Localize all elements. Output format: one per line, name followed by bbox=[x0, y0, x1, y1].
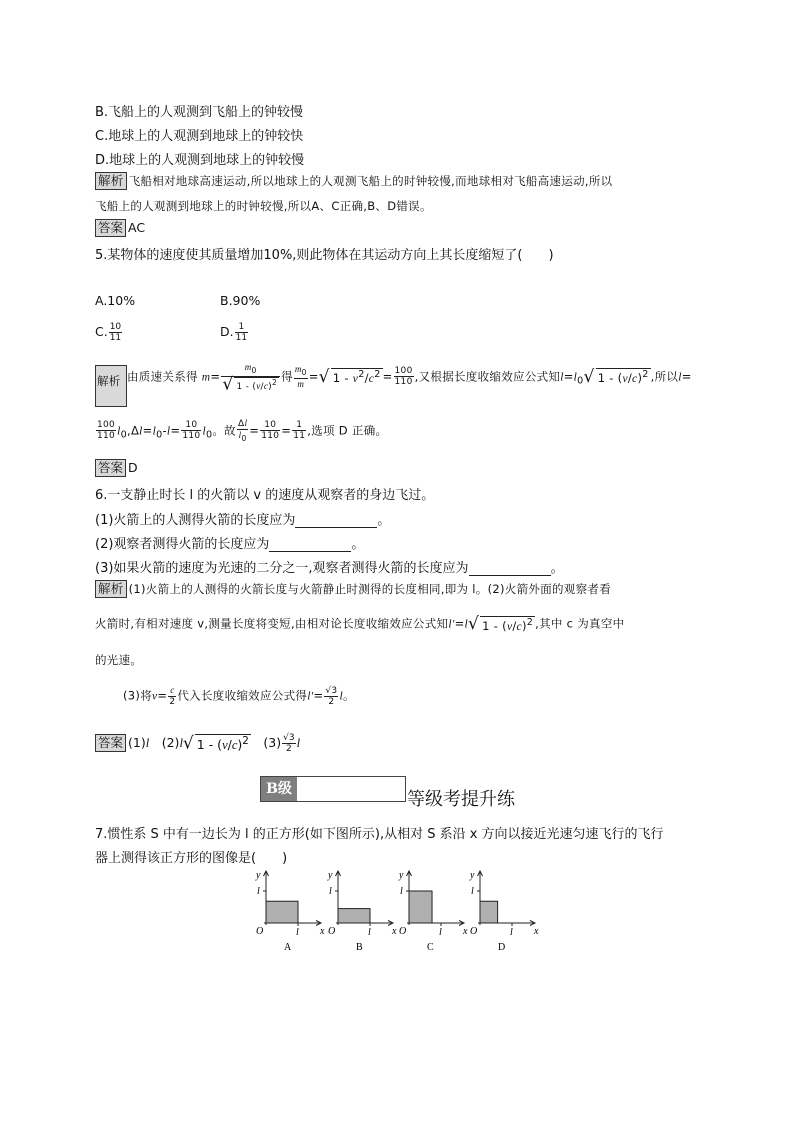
q7-stem-line2: 器上测得该正方形的图像是( ) bbox=[95, 851, 288, 866]
q6-answer: 答案 (1)l (2)l√ $1 - (v/c)^2$ (3) $\frac{√3}{2}$ l bbox=[95, 733, 300, 754]
graph-svg bbox=[468, 868, 540, 954]
q7-stem-line1: 7.惯性系 S 中有一边长为 l 的正方形(如下图所示),从相对 S 系沿 x 方向以接近光速匀速飞行的飞行 bbox=[95, 827, 664, 842]
x-axis-label: x bbox=[320, 926, 325, 937]
origin-label: O bbox=[256, 926, 264, 937]
shape-rect bbox=[266, 901, 298, 923]
q5-solution-tag: 解析 bbox=[97, 374, 121, 388]
solution-text: 飞船相对地球高速运动,所以地球上的人观测飞船上的时钟较慢,而地球相对飞船高速运动,所以 bbox=[128, 174, 613, 188]
q4-solution-line2: 飞船上的人观测到地球上的时钟较慢,所以A、C正确,B、D错误。 bbox=[95, 199, 432, 213]
graph-label: B bbox=[356, 942, 363, 953]
q6-part3: (3)如果火箭的速度为光速的二分之一,观察者测得火箭的长度应为 。 bbox=[95, 561, 564, 576]
x-axis-label: x bbox=[392, 926, 397, 937]
shape-rect bbox=[480, 901, 498, 923]
x-axis-label: x bbox=[534, 926, 539, 937]
origin-label: O bbox=[470, 926, 478, 937]
q6-solution-line1: 解析 (1)火箭上的人测得的火箭长度与火箭静止时测得的长度相同,即为 l。(2)火箭外面的观察者看 bbox=[95, 580, 611, 598]
shape-rect bbox=[338, 909, 370, 923]
graph-d bbox=[468, 868, 540, 957]
section-badge: B级 bbox=[261, 777, 297, 801]
graph-svg bbox=[397, 868, 469, 954]
y-axis-label: y bbox=[399, 870, 404, 881]
origin-label: O bbox=[399, 926, 407, 937]
q5-option-a: A.10% bbox=[95, 293, 136, 308]
option-d: D.地球上的人观测到地球上的钟较慢 bbox=[95, 153, 305, 168]
q6-part2: (2)观察者测得火箭的长度应为 。 bbox=[95, 537, 365, 552]
q6-solution-line2: 火箭时,有相对速度 v,测量长度将变短,由相对论长度收缩效应公式知l'=l√ $1 - (v/c)^2$ ,其中 c 为真空中 bbox=[95, 614, 625, 634]
graph-label: C bbox=[427, 942, 434, 953]
q5-answer: 答案 D bbox=[95, 459, 138, 477]
q6-solution-line4: (3)将v= $\frac{c}{2}$ 代入长度收缩效应公式得l'= $\frac{√3}{2}$ l。 bbox=[123, 685, 355, 707]
section-title: 等级考提升练 bbox=[407, 789, 515, 810]
q6-stem: 6.一支静止时长 l 的火箭以 v 的速度从观察者的身边飞过。 bbox=[95, 488, 435, 503]
x-tick-label: l bbox=[439, 927, 442, 938]
option-c: C.地球上的人观测到地球上的钟较快 bbox=[95, 129, 304, 144]
y-axis-label: y bbox=[470, 870, 475, 881]
q5-solution-line2: $\frac{100}{110}$ $l_0,\Delta l=l_0-l=$ $\frac{10}{110}$ $l_0$。故 $\frac{\Delta l}{l_0}$ = $\frac{10}{110}$ = $\frac{1}{11}$ ,选项 D 正确。 bbox=[97, 418, 388, 443]
x-tick-label: l bbox=[296, 927, 299, 938]
origin-label: O bbox=[328, 926, 336, 937]
solution-tag: 解析 bbox=[95, 172, 127, 190]
graph-svg bbox=[254, 868, 326, 954]
q6-solution-line3: 的光速。 bbox=[95, 653, 143, 667]
option-b: B.飞船上的人观测到飞船上的钟较慢 bbox=[95, 105, 304, 120]
graph-svg bbox=[326, 868, 398, 954]
graph-c bbox=[397, 868, 469, 957]
q5-option-b: B.90% bbox=[220, 293, 261, 308]
graph-a bbox=[254, 868, 326, 957]
graph-label: A bbox=[284, 942, 292, 953]
q5-stem: 5.某物体的速度使其质量增加10%,则此物体在其运动方向上其长度缩短了( ) bbox=[95, 248, 554, 263]
graph-b bbox=[326, 868, 398, 957]
y-tick-label: l bbox=[257, 886, 260, 897]
y-tick-label: l bbox=[329, 886, 332, 897]
q6-part1: (1)火箭上的人测得火箭的长度应为 。 bbox=[95, 513, 391, 528]
q5-option-c: C. $\frac{10}{11}$ bbox=[95, 322, 122, 343]
x-tick-label: l bbox=[368, 927, 371, 938]
answer-value: AC bbox=[128, 220, 146, 235]
q4-answer bbox=[95, 219, 145, 237]
shape-rect bbox=[409, 891, 432, 923]
section-level-box bbox=[260, 776, 406, 802]
answer-tag: 答案 bbox=[95, 219, 126, 237]
q5-solution-line1: 由质速关系得 m= $\frac{m_0}{√ 1 - (v/c)^2}$ 得 $\frac{m_0}{m}$ =√ $1 - v^2/c^2$ = $\frac{100}{110}$ ,又根据长度收缩效应公式知$l=l_0√$ $1 - (v/c)^2$ ,所以l= bbox=[127, 362, 692, 395]
y-tick-label: l bbox=[471, 886, 474, 897]
y-axis-label: y bbox=[328, 870, 333, 881]
x-axis-label: x bbox=[463, 926, 468, 937]
y-axis-label: y bbox=[256, 870, 261, 881]
graph-label: D bbox=[498, 942, 506, 953]
q4-solution-line1 bbox=[95, 172, 612, 190]
x-tick-label: l bbox=[510, 927, 513, 938]
q5-option-d: D. $\frac{1}{11}$ bbox=[220, 322, 248, 343]
y-tick-label: l bbox=[400, 886, 403, 897]
